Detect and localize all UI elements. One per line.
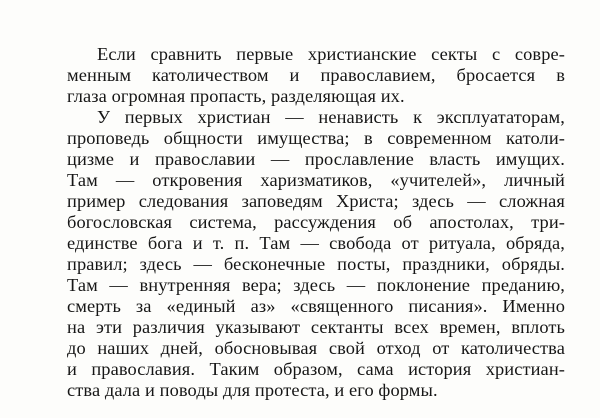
text-line: единстве бога и т. п. Там — свобода от ритуала, обряда, bbox=[67, 233, 565, 253]
text-line: пример следования заповедям Христа; здесь — сложная bbox=[67, 191, 565, 211]
text-line: смерть за «единый аз» «священного писания». Именно bbox=[67, 296, 565, 316]
text-line: глаза огромная пропасть, разделяющая их. bbox=[67, 86, 405, 106]
text-line: на эти различия указывают сектанты всех времен, вплоть bbox=[67, 317, 565, 337]
text-line: менным католичеством и православием, бросается в bbox=[67, 65, 565, 85]
text-line: Там — внутренняя вера; здесь — поклонение преданию, bbox=[67, 275, 565, 295]
text-line: ства дала и поводы для протеста, и его формы. bbox=[67, 380, 438, 400]
text-line: правил; здесь — бесконечные посты, праздники, обряды. bbox=[67, 254, 565, 274]
text-line: Если сравнить первые христианские секты с совре- bbox=[97, 44, 565, 64]
text-line: Там — откровения харизматиков, «учителей», личный bbox=[67, 170, 565, 190]
text-line: цизме и православии — прославление власть имущих. bbox=[67, 149, 565, 169]
text-line: проповедь общности имущества; в современном католи- bbox=[67, 128, 565, 148]
text-line: богословская система, рассуждения об апостолах, три- bbox=[67, 212, 565, 232]
text-line: и православия. Таким образом, сама история христиан- bbox=[67, 359, 565, 379]
text-line: У первых христиан — ненависть к эксплуататорам, bbox=[97, 107, 565, 127]
text-line: до наших дней, обосновывая свой отход от католичества bbox=[67, 338, 565, 358]
